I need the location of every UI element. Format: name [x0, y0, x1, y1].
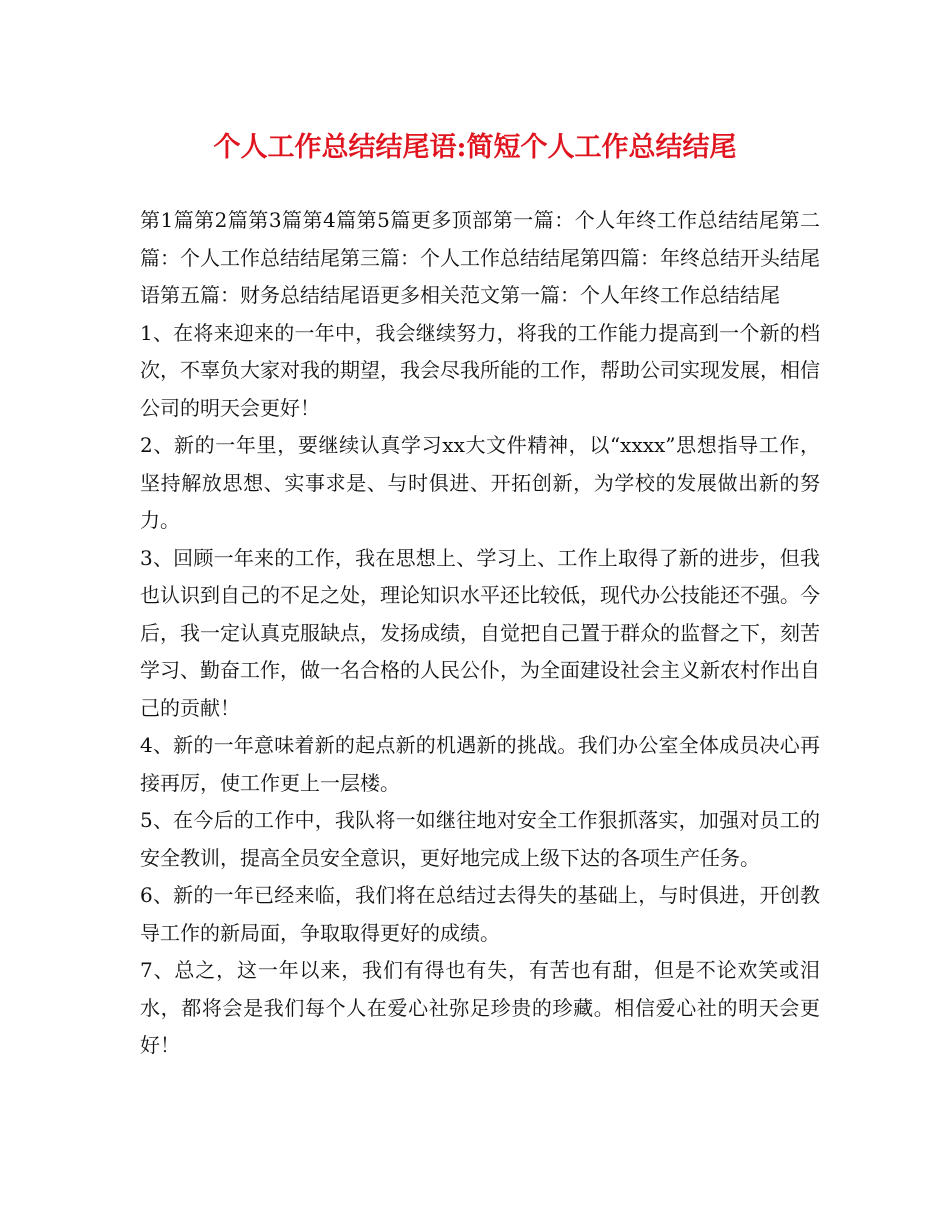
paragraph-toc: 第1篇第2篇第3篇第4篇第5篇更多顶部第一篇：个人年终工作总结结尾第二篇：个人工作总结结尾第三篇：个人工作总结结尾第四篇：年终总结开头结尾语第五篇：财务总结结尾语更多相关范文第一篇：个人年终工作总结结尾	[140, 208, 820, 307]
paragraph-1: 1、在将来迎来的一年中，我会继续努力，将我的工作能力提高到一个新的档次，不辜负大家对我的期望，我会尽我所能的工作，帮助公司实现发展，相信公司的明天会更好！	[140, 320, 820, 420]
paragraph-4: 4、新的一年意味着新的起点新的机遇新的挑战。我们办公室全体成员决心再接再厉，使工作更上一层楼。	[140, 733, 820, 795]
paragraph-3: 3、回顾一年来的工作，我在思想上、学习上、工作上取得了新的进步，但我也认识到自己的不足之处，理论知识水平还比较低，现代办公技能还不强。今后，我一定认真克服缺点，发扬成绩，自觉把自己置于群众的监督之下，刻苦学习、勤奋工作，做一名合格的人民公仆，为全面建设社会主义新农村作出自己的贡献！	[140, 545, 820, 720]
paragraph-2: 2、新的一年里，要继续认真学习xx大文件精神，以“xxxx”思想指导工作，坚持解放思想、实事求是、与时俱进、开拓创新，为学校的发展做出新的努力。	[140, 433, 820, 532]
paragraph-6: 6、新的一年已经来临，我们将在总结过去得失的基础上，与时俱进，开创教导工作的新局面，争取取得更好的成绩。	[140, 883, 820, 945]
paragraph-7: 7、总之，这一年以来，我们有得也有失，有苦也有甜，但是不论欢笑或泪水，都将会是我们每个人在爱心社弥足珍贵的珍藏。相信爱心社的明天会更好！	[140, 958, 820, 1057]
paragraph-5: 5、在今后的工作中，我队将一如继往地对安全工作狠抓落实，加强对员工的安全教训，提高全员安全意识，更好地完成上级下达的各项生产任务。	[140, 808, 820, 870]
document-title: 个人工作总结结尾语:简短个人工作总结结尾	[213, 132, 737, 163]
document-body	[140, 202, 820, 1065]
